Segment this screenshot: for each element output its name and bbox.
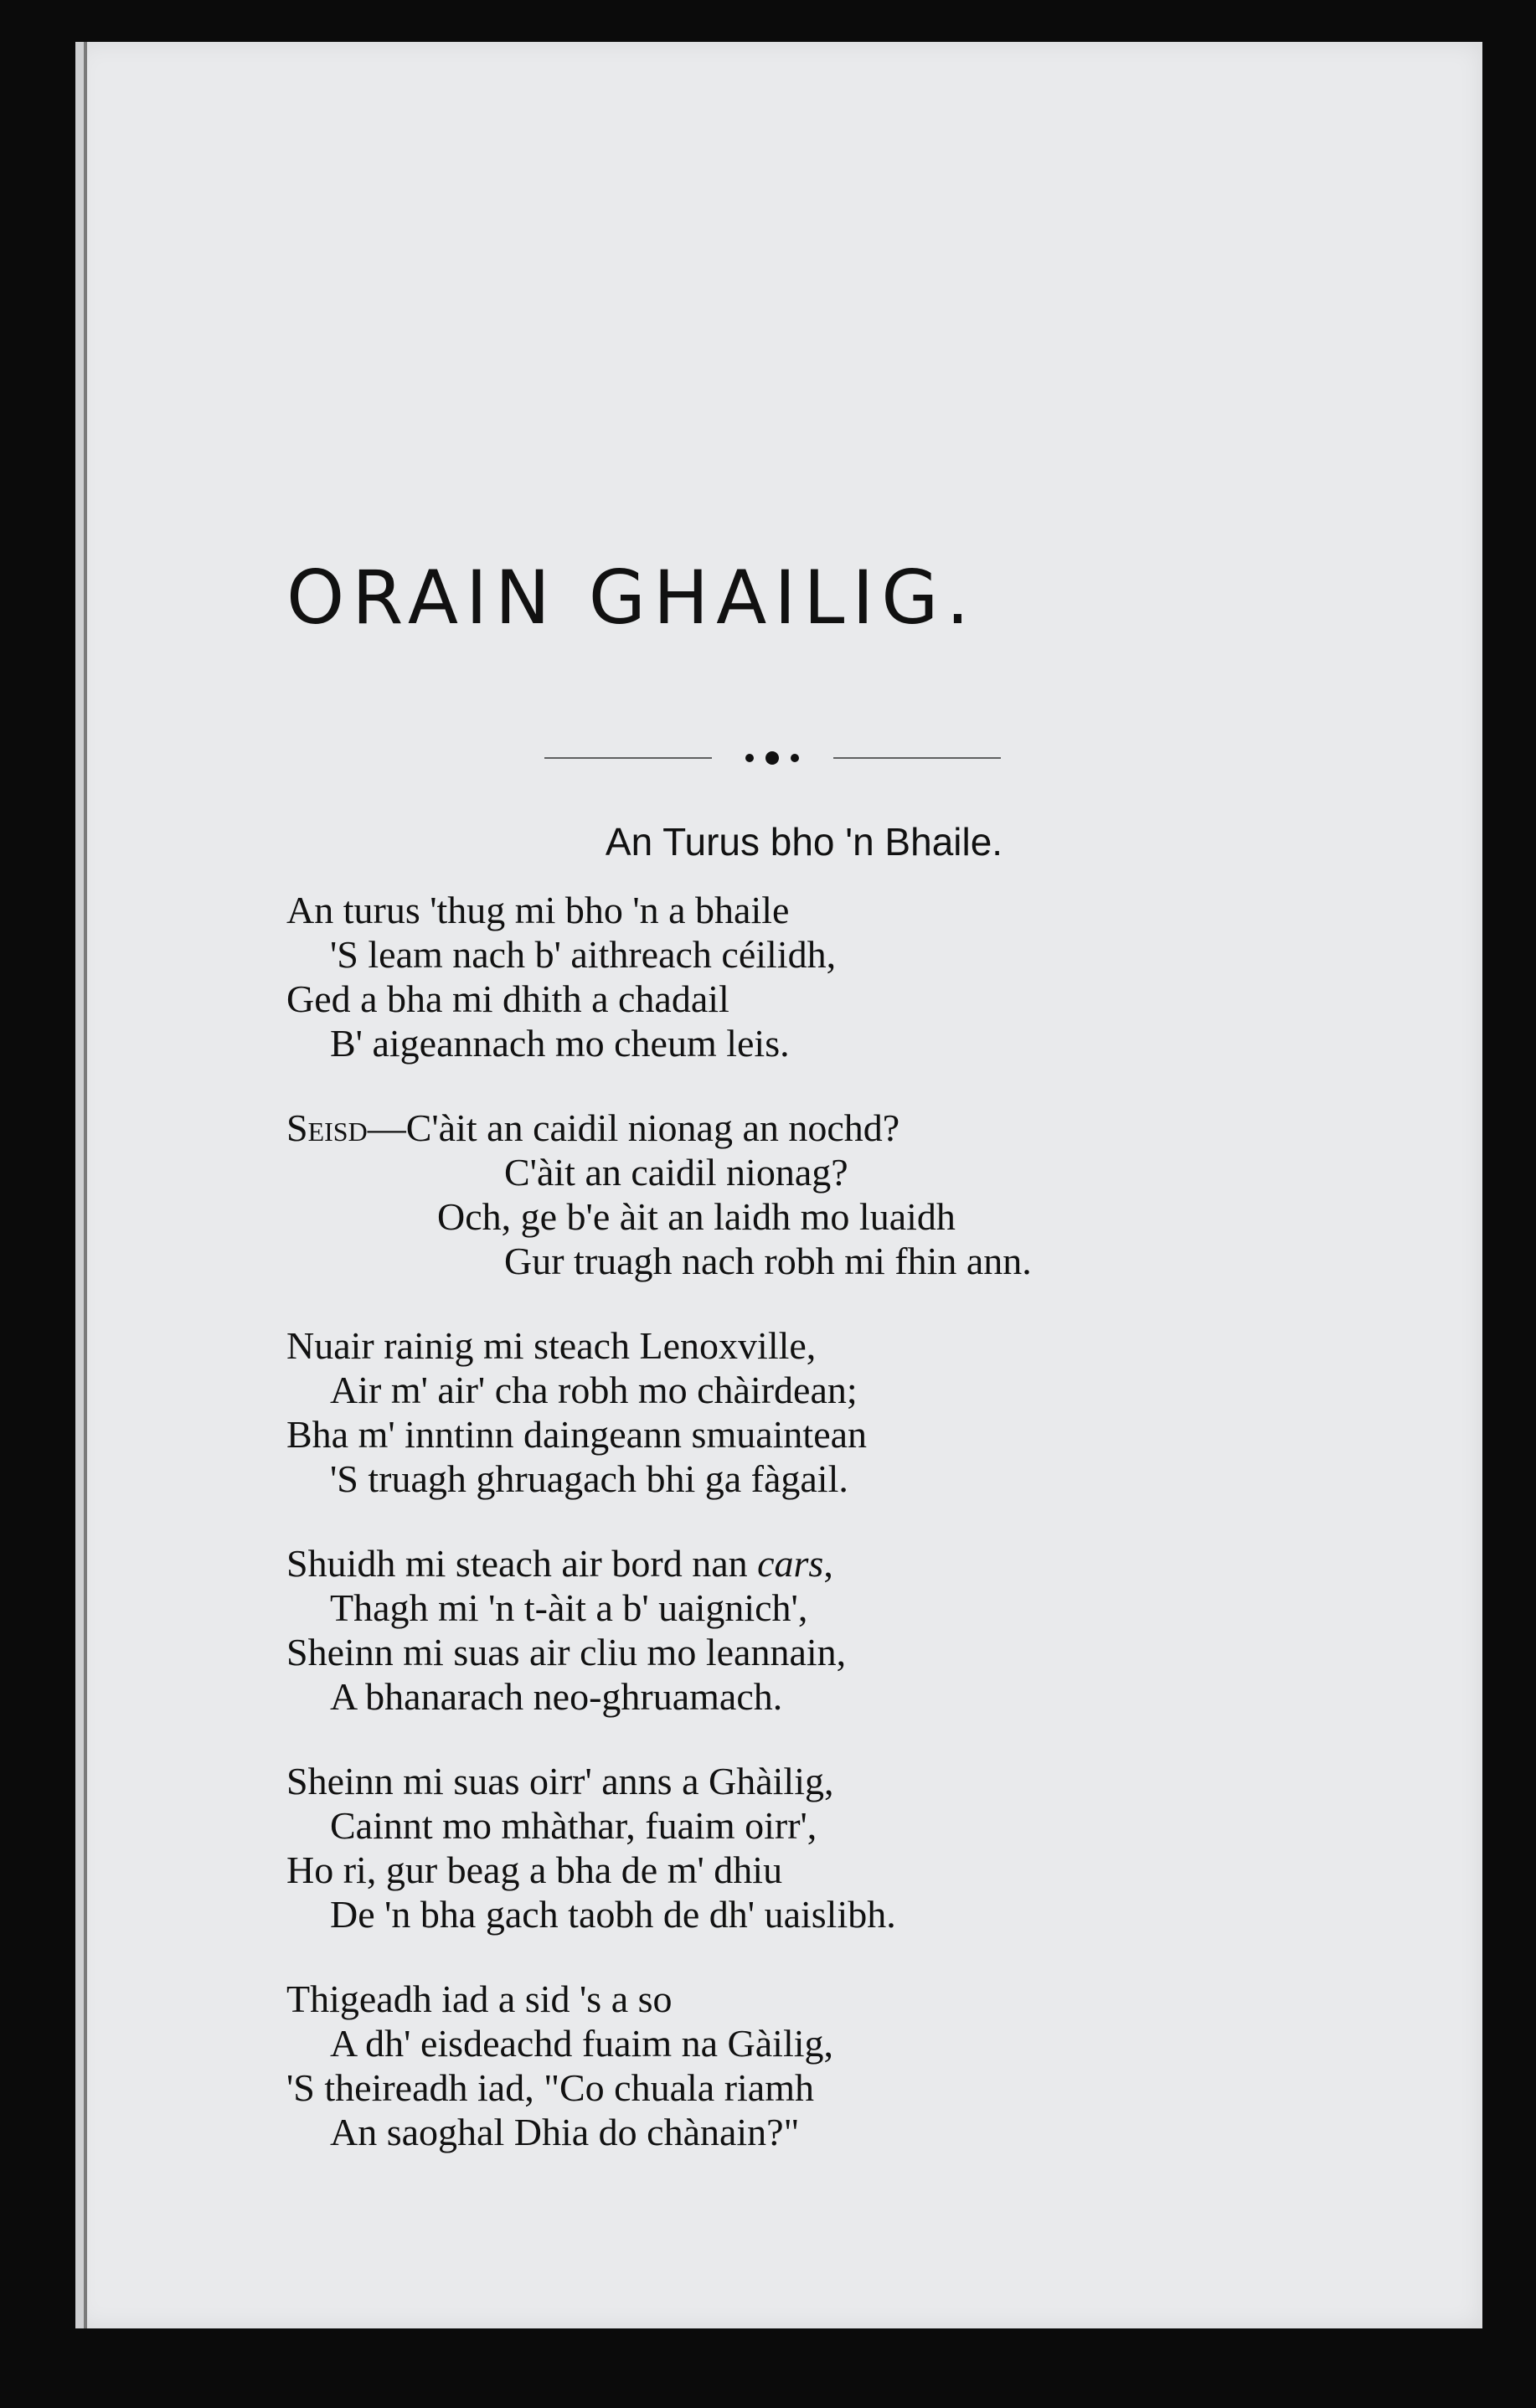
binding-edge <box>84 42 87 2328</box>
italic-word: cars <box>757 1542 824 1585</box>
song-verses <box>286 888 1032 2154</box>
chorus-dash: — <box>367 1106 406 1149</box>
verse-line: Sheinn mi suas air cliu mo leannain, <box>286 1631 847 1673</box>
verse-line: Nuair rainig mi steach Lenoxville, <box>286 1324 817 1367</box>
verse-line: A bhanarach neo-ghruamach. <box>330 1675 783 1718</box>
chorus-line: C'àit an caidil nionag? <box>504 1151 848 1194</box>
verse-line: 'S truagh ghruagach bhi ga fàgail. <box>330 1457 848 1500</box>
verse-line: B' aigeannach mo cheum leis. <box>330 1022 790 1065</box>
verse-line: An saoghal Dhia do chànain?" <box>330 2111 800 2153</box>
verse-line: De 'n bha gach taobh de dh' uaislibh. <box>330 1893 896 1936</box>
verse-line: 'S theireadh iad, "Co chuala riamh <box>286 2066 814 2109</box>
song-title: An Turus bho 'n Bhaile. <box>605 820 1003 864</box>
verse-line: Thigeadh iad a sid 's a so <box>286 1977 673 2020</box>
verse-line: Cainnt mo mhàthar, fuaim oirr', <box>330 1804 817 1847</box>
verse-line: 'S leam nach b' aithreach céilidh, <box>330 933 837 976</box>
verse-line: Ho ri, gur beag a bha de m' dhiu <box>286 1849 783 1891</box>
previous-page-edge <box>75 42 84 2328</box>
chorus-line: Och, ge b'e àit an laidh mo luaidh <box>437 1195 956 1238</box>
chorus-line <box>286 1106 1032 1150</box>
verse-text: Shuidh mi steach air bord nan <box>286 1542 758 1585</box>
verse-line: Sheinn mi suas oirr' anns a Ghàilig, <box>286 1760 834 1802</box>
verse-line: A dh' eisdeachd fuaim na Gàilig, <box>330 2022 834 2065</box>
ornament-divider <box>544 750 1001 766</box>
verse-punct: , <box>823 1542 833 1585</box>
chorus-label: Seisd <box>286 1106 368 1149</box>
page-title: ORAIN GHAILIG. <box>286 554 977 641</box>
verse-line: Thagh mi 'n t-àit a b' uaignich', <box>330 1586 808 1629</box>
book-page <box>75 42 1482 2328</box>
verse-line: Air m' air' cha robh mo chàirdean; <box>330 1369 858 1411</box>
chorus-text: C'àit an caidil nionag an nochd? <box>405 1106 900 1149</box>
verse-line: Bha m' inntinn daingeann smuaintean <box>286 1413 868 1456</box>
chorus-line: Gur truagh nach robh mi fhin ann. <box>504 1240 1032 1282</box>
verse-line <box>286 1541 1032 1586</box>
verse-line: Ged a bha mi dhith a chadail <box>286 977 729 1020</box>
verse-line: An turus 'thug mi bho 'n a bhaile <box>286 889 790 931</box>
